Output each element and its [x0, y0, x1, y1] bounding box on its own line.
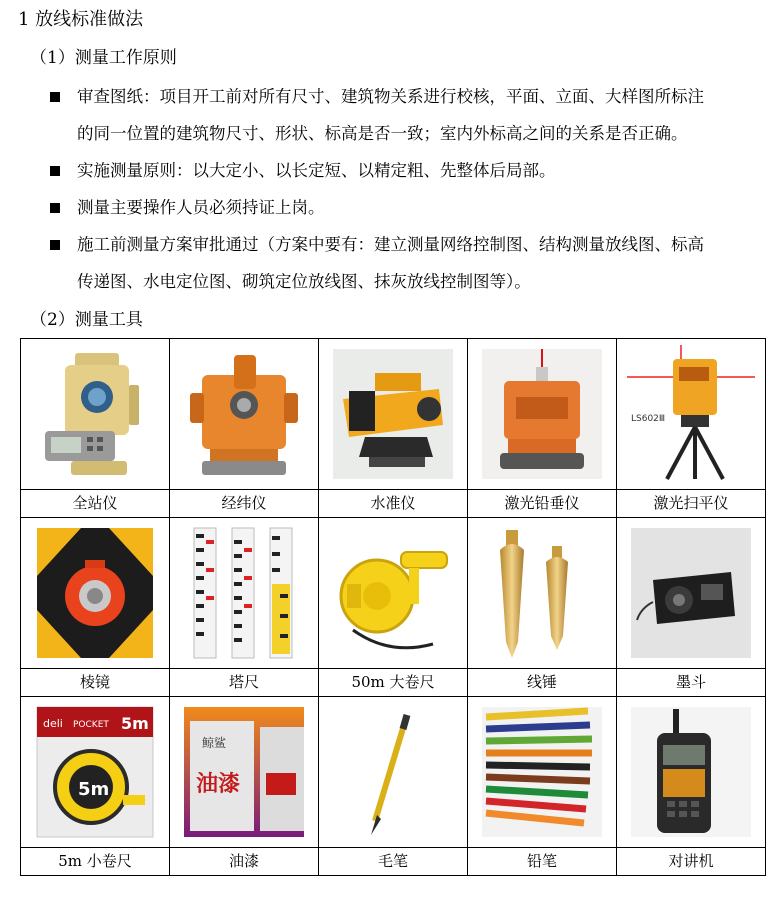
tool-label: 5m 小卷尺 [21, 848, 170, 876]
section-title-principles: （1）测量工作原则 [30, 48, 177, 68]
theodolite-icon [180, 345, 308, 483]
tool-image-cell [319, 697, 468, 848]
tool-image-cell [468, 697, 617, 848]
tape-size-text-top: 5m [121, 714, 149, 733]
tool-label: 全站仪 [21, 490, 170, 518]
tools-table [20, 338, 766, 876]
tool-image-cell [617, 339, 766, 490]
tool-image-cell [468, 518, 617, 669]
plumb-bob-icon [478, 524, 606, 662]
tool-image-cell [617, 697, 766, 848]
bullet-square-icon [50, 240, 60, 250]
bullet-text-line1: 测量主要操作人员必须持证上岗。 [77, 198, 325, 217]
tool-image-cell [21, 518, 170, 669]
ink-line-icon [627, 524, 755, 662]
tool-image-cell [21, 697, 170, 848]
level-instrument-icon [329, 345, 457, 483]
tool-label: 墨斗 [617, 669, 766, 697]
bullet-text-line2: 传递图、水电定位图、砌筑定位放线图、抹灰放线控制图等）。 [77, 272, 531, 291]
table-row [21, 518, 766, 669]
bullet-text-line1: 施工前测量方案审批通过（方案中要有：建立测量网络控制图、结构测量放线图、标高 [77, 235, 704, 254]
tool-label: 50m 大卷尺 [319, 669, 468, 697]
tool-label: 棱镜 [21, 669, 170, 697]
total-station-icon [31, 345, 159, 483]
bullet-item [50, 78, 770, 152]
walkie-talkie-icon [627, 703, 755, 841]
tool-image-cell [468, 339, 617, 490]
tool-label: 激光扫平仪 [617, 490, 766, 518]
tool-label: 水准仪 [319, 490, 468, 518]
tool-label: 毛笔 [319, 848, 468, 876]
table-row [21, 697, 766, 848]
tool-image-cell [319, 339, 468, 490]
laser-model-text: LS602Ⅲ [631, 414, 666, 424]
tool-label: 线锤 [468, 669, 617, 697]
laser-leveler-icon [627, 345, 755, 483]
tool-image-cell [319, 518, 468, 669]
bullet-item [50, 152, 770, 189]
paint-can-icon [180, 703, 308, 841]
table-row [21, 669, 766, 697]
section-title-tools: （2）测量工具 [30, 310, 143, 330]
tool-image-cell [617, 518, 766, 669]
table-row [21, 848, 766, 876]
small-tape-measure-icon [31, 703, 159, 841]
prism-icon [31, 524, 159, 662]
laser-plummet-icon [478, 345, 606, 483]
tool-label: 对讲机 [617, 848, 766, 876]
bullet-item [50, 189, 770, 226]
table-row [21, 490, 766, 518]
pencils-icon [478, 703, 606, 841]
bullet-text-line2: 的同一位置的建筑物尺寸、形状、标高是否一致；室内外标高之间的关系是否正确。 [77, 124, 688, 143]
paint-label-text: 油漆 [196, 772, 241, 797]
tool-image-cell [170, 339, 319, 490]
tool-image-cell [170, 518, 319, 669]
tape-brand-text: deli [43, 717, 63, 730]
bullet-square-icon [50, 166, 60, 176]
tool-label: 激光铅垂仪 [468, 490, 617, 518]
table-row [21, 339, 766, 490]
tower-ruler-icon [180, 524, 308, 662]
tool-label: 塔尺 [170, 669, 319, 697]
bullet-text-line1: 审查图纸：项目开工前对所有尺寸、建筑物关系进行校核，平面、立面、大样图所标注 [77, 87, 704, 106]
tool-label: 油漆 [170, 848, 319, 876]
bullet-item [50, 226, 770, 300]
tool-label: 铅笔 [468, 848, 617, 876]
large-tape-measure-icon [329, 524, 457, 662]
bullet-square-icon [50, 203, 60, 213]
tape-size-text: 5m [78, 779, 110, 800]
tool-image-cell [170, 697, 319, 848]
paint-brand-text: 鲸鲨 [202, 736, 227, 750]
bullet-square-icon [50, 92, 60, 102]
tool-label: 经纬仪 [170, 490, 319, 518]
bullet-text-line1: 实施测量原则：以大定小、以长定短、以精定粗、先整体后局部。 [77, 161, 556, 180]
page-heading: 1 放线标准做法 [18, 9, 144, 30]
brush-pen-icon [329, 703, 457, 841]
tool-image-cell [21, 339, 170, 490]
tape-pocket-text: POCKET [73, 720, 109, 730]
